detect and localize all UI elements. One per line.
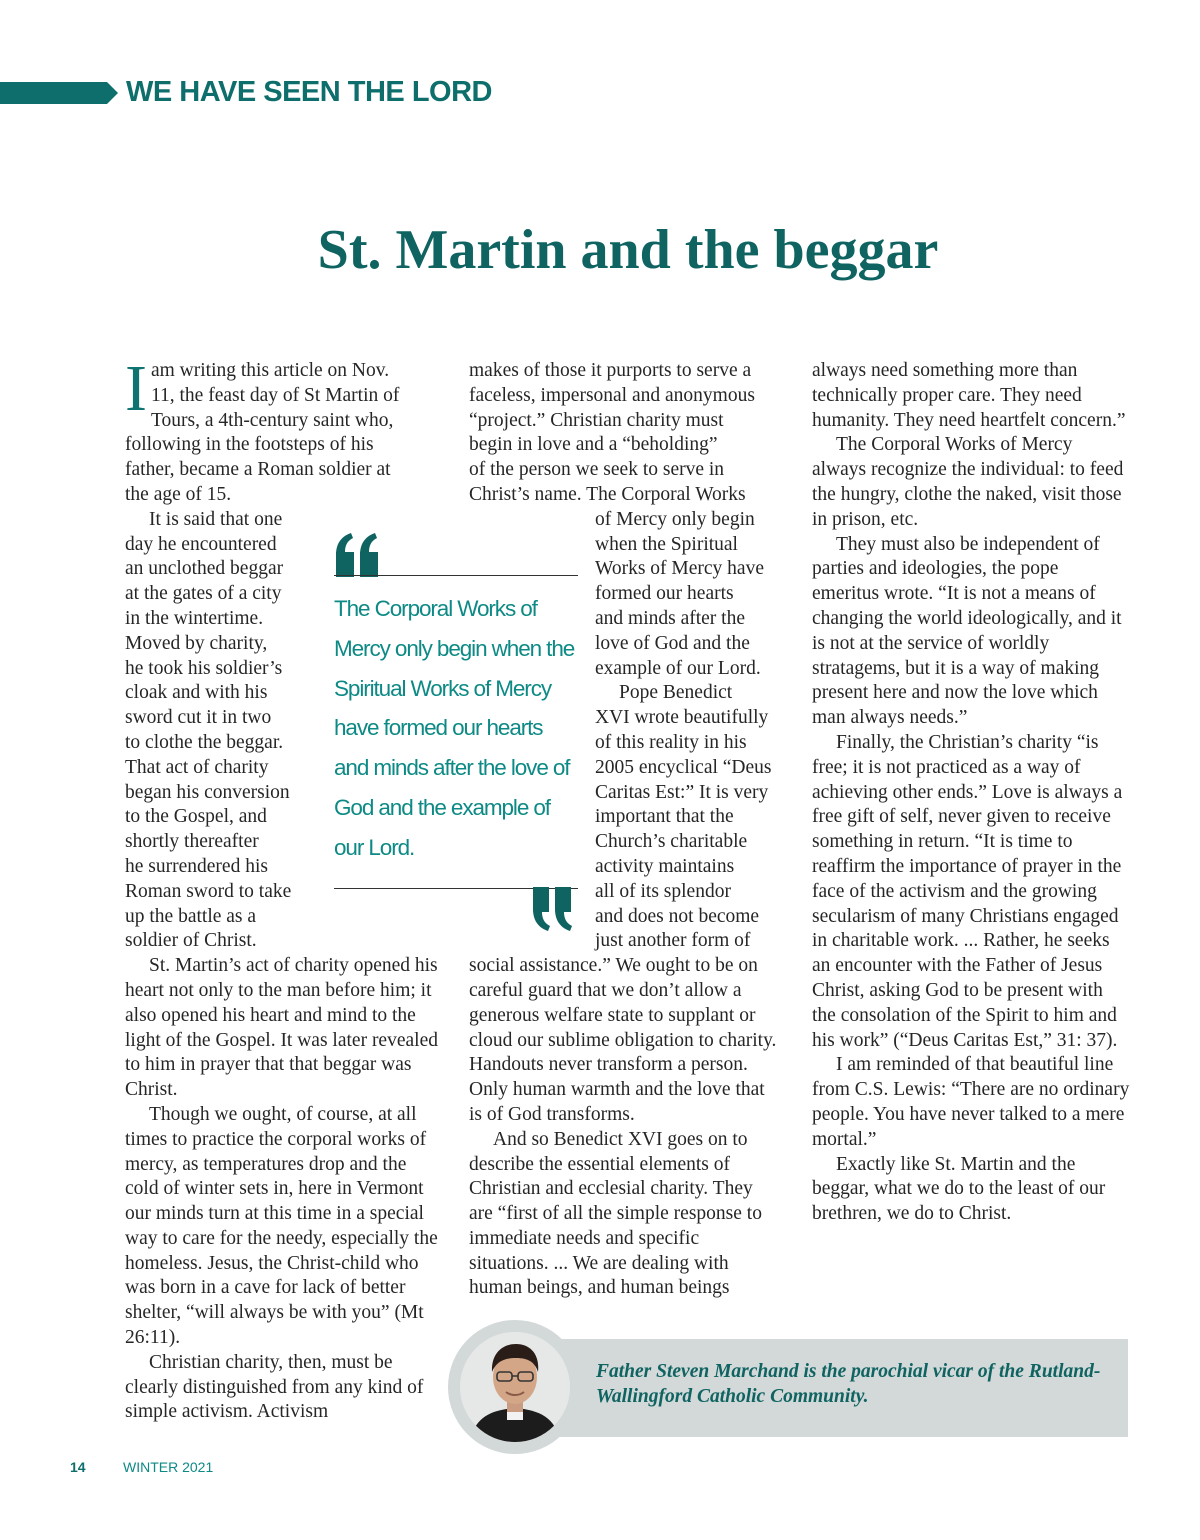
text-line: of this reality in his [595, 731, 747, 753]
text-line: Moved by charity, [125, 632, 268, 654]
text-line: formed our hearts [595, 583, 734, 605]
text-line: when the Spiritual [595, 533, 738, 555]
text-line: important that the [595, 806, 734, 828]
text-line: began his conversion [125, 781, 290, 803]
paragraph: social assistance.” We ought to be on careful guard that we don’t allow a generous welfare state to supplant or cloud our sublime obligation to charity. Handouts never transform a person. Only human warmth and the love that is of God transforms. [469, 955, 777, 1125]
pull-quote-text: The Corporal Works of Mercy only begin when the Spiritual Works of Mercy have formed our hearts and minds after the love of God and the example of our Lord. [334, 596, 575, 860]
section-tag: WE HAVE SEEN THE LORD [126, 76, 492, 108]
text-line: example of our Lord. [595, 657, 761, 679]
paragraph: And so Benedict XVI goes on to describe the essential elements of Christian and ecclesial charity. They are “first of all the simple response to immediate needs and specific situations. ... We are dealing with human beings, and human beings [469, 1128, 762, 1299]
text-line: Roman sword to take [125, 880, 292, 902]
text-line: XVI wrote beautifully [595, 707, 769, 729]
text-line: faceless, impersonal and anonymous [469, 384, 755, 406]
text-line: Tours, a 4th-century saint who, [150, 409, 394, 431]
arrow-banner-icon [0, 82, 118, 104]
text-line: of Mercy only begin [595, 508, 755, 530]
text-line: up the battle as a [125, 905, 257, 927]
text-line: just another form of [595, 930, 751, 952]
text-line: Caritas Est:” It is very [595, 781, 769, 803]
paragraph: Finally, the Christian’s charity “is free; it is not practiced as a way of achieving other ends.” Love is always a free gift of self, never given to receive something in return. “It is time to reaffirm the importance of prayer in the face of the activism and the growing secularism of many Christians engaged in charitable work. ... Rather, he seeks an encounter with the Father of Jesus Christ, asking God to be present with the consolation of the Spirit to him and his work” (“Deus Caritas Est,” 31: 37). [812, 731, 1123, 1051]
text-line: all of its splendor [595, 880, 731, 902]
text-line: That act of charity [125, 756, 269, 778]
author-bio-text: Father Steven Marchand is the parochial vicar of the Rutland-Wallingford Catholic Community. [596, 1361, 1101, 1407]
paragraph-narrow [125, 508, 325, 954]
text-line: father, became a Roman soldier at [125, 459, 391, 481]
text-line: activity maintains [595, 855, 735, 877]
author-photo [448, 1320, 582, 1454]
text-line: makes of those it purports to serve a [469, 360, 752, 381]
paragraph: Though we ought, of course, at all times to practice the corporal works of mercy, as temperatures drop and the cold of winter sets in, here in Vermont our minds turn at this time in a special way to care for the needy, especially the homeless. Jesus, the Christ-child who was born in a cave for lack of better shelter, “will always be with you” (Mt 26:11). [125, 1103, 438, 1349]
text-line: to clothe the beggar. [125, 731, 284, 753]
text-line: to the Gospel, and [125, 806, 267, 828]
text-line: day he encountered [125, 533, 277, 555]
page-number: 14 [70, 1459, 86, 1475]
paragraph: always need something more than technically proper care. They need humanity. They need heartfelt concern.” [812, 360, 1126, 431]
text-line: begin in love and a “beholding” [469, 434, 718, 456]
article-column-2 [469, 359, 789, 1301]
text-line: he took his soldier’s [125, 657, 283, 679]
issue-label: WINTER 2021 [123, 1459, 214, 1475]
paragraph: I am reminded of that beautiful line from C.S. Lewis: “There are no ordinary people. You have never talked to a mere mortal.” [812, 1054, 1130, 1150]
drop-cap: I [125, 352, 147, 425]
text-line: he surrendered his [125, 855, 268, 877]
article-column-3 [812, 359, 1130, 1227]
paragraph: Exactly like St. Martin and the beggar, what we do to the least of our brethren, we do to Christ. [812, 1153, 1106, 1225]
paragraph: They must also be independent of parties and ideologies, the pope emeritus wrote. “It is not a means of changing the world ideologically, and it is not at the service of worldly stratagems, but it is a way of making present here and now the love which man always needs.” [812, 533, 1122, 729]
text-line: 11, the feast day of St Martin of [150, 384, 400, 406]
paragraph [469, 359, 789, 508]
paragraph: The Corporal Works of Mercy always recognize the individual: to feed the hungry, clothe the naked, visit those in prison, etc. [812, 434, 1124, 530]
paragraph [125, 352, 443, 508]
open-quote-icon [334, 533, 382, 577]
text-line: Works of Mercy have [595, 558, 764, 580]
text-line: at the gates of a city [125, 583, 282, 605]
text-line: shortly thereafter [125, 831, 259, 853]
author-portrait-icon [460, 1332, 570, 1442]
text-line: Pope Benedict [619, 682, 733, 704]
text-line: and does not become [595, 905, 760, 927]
text-line: It is said that one [149, 508, 283, 530]
text-line: following in the footsteps of his [125, 434, 374, 456]
paragraph: Christian charity, then, must be clearly distinguished from any kind of simple activism. Activism [125, 1351, 424, 1423]
text-line: an unclothed beggar [125, 558, 284, 580]
text-line: “project.” Christian charity must [469, 409, 724, 431]
text-line: in the wintertime. [125, 607, 264, 629]
text-line: of the person we seek to serve in [469, 459, 725, 481]
text-line: cloak and with his [125, 682, 268, 704]
page-title: St. Martin and the beggar [317, 219, 939, 281]
narrow-text-block [595, 508, 789, 954]
text-line: 2005 encyclical “Deus [595, 756, 772, 778]
text-line: sword cut it in two [125, 707, 272, 729]
text-line: Church’s charitable [595, 831, 748, 853]
text-line: love of God and the [595, 632, 750, 654]
text-line: am writing this article on Nov. [150, 360, 390, 381]
text-line: soldier of Christ. [125, 930, 257, 952]
text-line: the age of 15. [125, 483, 232, 505]
text-line: and minds after the [595, 607, 745, 629]
text-line: Christ’s name. The Corporal Works [469, 483, 746, 505]
paragraph: St. Martin’s act of charity opened his heart not only to the man before him; it also opened his heart and mind to the light of the Gospel. It was later revealed to him in prayer that that beggar was Christ. [125, 955, 438, 1101]
